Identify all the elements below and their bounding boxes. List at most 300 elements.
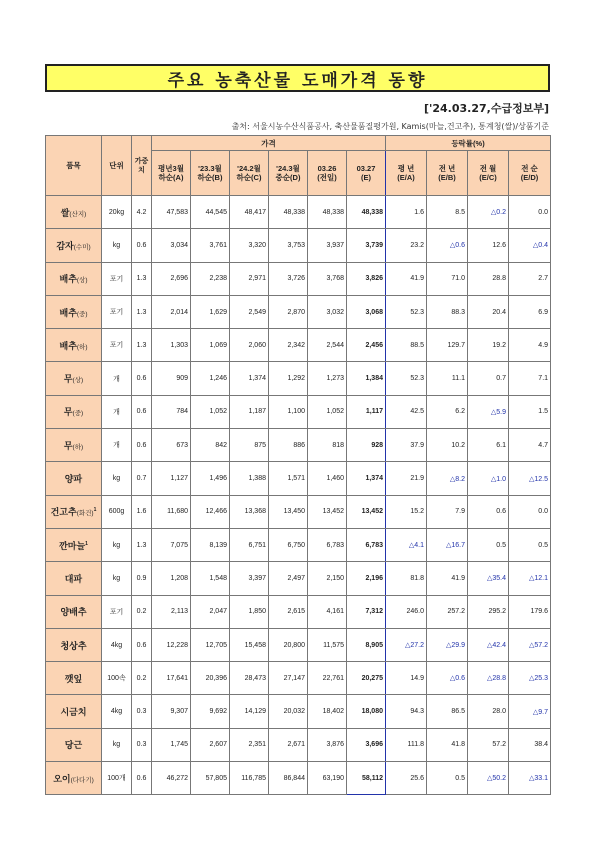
- price-cell: 9,307: [152, 695, 191, 728]
- header-line1: '24.3월: [276, 164, 300, 173]
- table-row: [46, 196, 551, 229]
- header-price-col: [269, 151, 308, 196]
- rate-cell: 23.2: [386, 229, 427, 262]
- price-cell: 875: [230, 429, 269, 462]
- rate-cell: △4.1: [386, 528, 427, 561]
- weight-cell: 1.3: [132, 295, 152, 328]
- rate-cell: 71.0: [427, 262, 468, 295]
- rate-cell: 28.8: [468, 262, 509, 295]
- item-name: 건고추: [50, 507, 77, 518]
- rate-cell: △0.6: [427, 229, 468, 262]
- table-row: [46, 329, 551, 362]
- price-cell: 1,745: [152, 728, 191, 761]
- rate-cell: 0.6: [468, 495, 509, 528]
- price-cell: 57,805: [191, 762, 230, 795]
- item-name: 청상추: [60, 640, 87, 651]
- rate-cell: 86.5: [427, 695, 468, 728]
- price-cell: 1,496: [191, 462, 230, 495]
- table-row: [46, 462, 551, 495]
- item-name-cell: [46, 562, 102, 595]
- current-price-cell: 928: [347, 429, 386, 462]
- rate-cell: 52.3: [386, 295, 427, 328]
- header-line1: 03.26: [317, 164, 337, 173]
- item-name: 무: [63, 440, 73, 451]
- price-cell: 3,876: [308, 728, 347, 761]
- rate-cell: 37.9: [386, 429, 427, 462]
- price-cell: 2,238: [191, 262, 230, 295]
- item-grade: (하): [76, 343, 88, 351]
- header-weight: 가중치: [132, 136, 152, 196]
- price-cell: 2,014: [152, 295, 191, 328]
- unit-cell: 포기: [102, 295, 132, 328]
- price-cell: 1,100: [269, 395, 308, 428]
- header-line2: 하순(A): [158, 173, 184, 182]
- rate-cell: 25.6: [386, 762, 427, 795]
- table-row: [46, 628, 551, 661]
- weight-cell: 0.6: [132, 229, 152, 262]
- price-cell: 20,032: [269, 695, 308, 728]
- price-cell: 3,032: [308, 295, 347, 328]
- current-price-cell: 1,117: [347, 395, 386, 428]
- price-cell: 8,139: [191, 528, 230, 561]
- header-price-col: [191, 151, 230, 196]
- item-grade: (상): [72, 377, 84, 385]
- rate-cell: 0.5: [468, 528, 509, 561]
- price-cell: 2,047: [191, 595, 230, 628]
- rate-cell: 257.2: [427, 595, 468, 628]
- table-header: [46, 136, 551, 196]
- header-rate-col: [468, 151, 509, 196]
- header-line2: 중순(D): [275, 173, 301, 182]
- item-name: 깻잎: [64, 673, 83, 684]
- weight-cell: 0.6: [132, 395, 152, 428]
- header-line1: 전 순: [521, 164, 538, 173]
- rate-cell: 10.2: [427, 429, 468, 462]
- current-price-cell: 7,312: [347, 595, 386, 628]
- table-row: [46, 362, 551, 395]
- current-price-cell: 58,112: [347, 762, 386, 795]
- price-cell: 909: [152, 362, 191, 395]
- price-cell: 20,396: [191, 662, 230, 695]
- rate-cell: 0.5: [509, 528, 551, 561]
- price-cell: 86,844: [269, 762, 308, 795]
- price-cell: 6,751: [230, 528, 269, 561]
- price-cell: 1,388: [230, 462, 269, 495]
- item-name: 감자: [56, 240, 74, 251]
- rate-cell: 0.0: [509, 495, 551, 528]
- rate-cell: △0.4: [509, 229, 551, 262]
- price-cell: 842: [191, 429, 230, 462]
- unit-cell: 100개: [102, 762, 132, 795]
- current-price-cell: 18,080: [347, 695, 386, 728]
- weight-cell: 0.6: [132, 628, 152, 661]
- rate-cell: 6.1: [468, 429, 509, 462]
- price-cell: 48,338: [308, 196, 347, 229]
- item-grade: (다다기): [70, 776, 94, 784]
- table-row: [46, 595, 551, 628]
- rate-cell: 7.1: [509, 362, 551, 395]
- item-name-cell: [46, 528, 102, 561]
- price-cell: 1,374: [230, 362, 269, 395]
- footnote-mark: 1: [93, 507, 97, 514]
- price-cell: 2,497: [269, 562, 308, 595]
- price-cell: 9,692: [191, 695, 230, 728]
- price-cell: 22,761: [308, 662, 347, 695]
- weight-cell: 1.3: [132, 528, 152, 561]
- weight-cell: 0.6: [132, 429, 152, 462]
- price-cell: 13,368: [230, 495, 269, 528]
- price-cell: 13,450: [269, 495, 308, 528]
- price-cell: 2,549: [230, 295, 269, 328]
- current-price-cell: 13,452: [347, 495, 386, 528]
- item-name: 배추: [59, 274, 77, 285]
- page-title: 주요 농축산물 도매가격 동향: [45, 64, 550, 92]
- unit-cell: kg: [102, 562, 132, 595]
- header-line2: (E/B): [438, 173, 456, 182]
- item-name-cell: [46, 595, 102, 628]
- rate-cell: 4.7: [509, 429, 551, 462]
- price-cell: 2,615: [269, 595, 308, 628]
- current-price-cell: 48,338: [347, 196, 386, 229]
- rate-cell: △57.2: [509, 628, 551, 661]
- item-name-cell: [46, 695, 102, 728]
- header-line2: (전일): [317, 173, 337, 182]
- rate-cell: 41.9: [386, 262, 427, 295]
- price-cell: 4,161: [308, 595, 347, 628]
- price-cell: 2,342: [269, 329, 308, 362]
- header-price-col: [347, 151, 386, 196]
- rate-cell: 88.5: [386, 329, 427, 362]
- current-price-cell: 3,739: [347, 229, 386, 262]
- rate-cell: 15.2: [386, 495, 427, 528]
- price-cell: 3,761: [191, 229, 230, 262]
- item-name: 양파: [64, 474, 83, 485]
- price-cell: 2,671: [269, 728, 308, 761]
- price-cell: 2,150: [308, 562, 347, 595]
- rate-cell: 28.0: [468, 695, 509, 728]
- table-body: [46, 196, 551, 795]
- header-item: 품목: [46, 136, 102, 196]
- rate-cell: △35.4: [468, 562, 509, 595]
- item-name: 당근: [64, 740, 83, 751]
- current-price-cell: 3,696: [347, 728, 386, 761]
- header-rate-col: [386, 151, 427, 196]
- price-cell: 1,187: [230, 395, 269, 428]
- header-unit: 단위: [102, 136, 132, 196]
- item-name: 깐마늘: [59, 540, 86, 551]
- weight-cell: 0.6: [132, 362, 152, 395]
- rate-cell: △50.2: [468, 762, 509, 795]
- rate-cell: 0.0: [509, 196, 551, 229]
- rate-cell: △0.6: [427, 662, 468, 695]
- price-cell: 3,397: [230, 562, 269, 595]
- report-date: ['24.03.27,수급정보부]: [423, 102, 549, 115]
- current-price-cell: 20,275: [347, 662, 386, 695]
- item-name: 시금치: [60, 707, 87, 718]
- price-cell: 1,127: [152, 462, 191, 495]
- header-line1: '24.2월: [237, 164, 261, 173]
- item-name-cell: [46, 762, 102, 795]
- rate-cell: 52.3: [386, 362, 427, 395]
- item-grade: (중): [76, 310, 88, 318]
- rate-cell: 57.2: [468, 728, 509, 761]
- price-cell: 6,783: [308, 528, 347, 561]
- header-price-col: [308, 151, 347, 196]
- price-cell: 3,320: [230, 229, 269, 262]
- weight-cell: 0.2: [132, 595, 152, 628]
- unit-cell: 개: [102, 362, 132, 395]
- rate-cell: △29.9: [427, 628, 468, 661]
- price-cell: 12,228: [152, 628, 191, 661]
- rate-cell: △25.3: [509, 662, 551, 695]
- table-row: [46, 562, 551, 595]
- item-name: 배추: [59, 307, 77, 318]
- price-cell: 1,246: [191, 362, 230, 395]
- price-cell: 12,466: [191, 495, 230, 528]
- header-line2: (E/A): [397, 173, 415, 182]
- price-cell: 1,571: [269, 462, 308, 495]
- price-cell: 15,458: [230, 628, 269, 661]
- item-name-cell: [46, 262, 102, 295]
- unit-cell: 포기: [102, 329, 132, 362]
- rate-cell: △12.5: [509, 462, 551, 495]
- unit-cell: 4kg: [102, 628, 132, 661]
- item-name: 대파: [64, 573, 83, 584]
- rate-cell: 111.8: [386, 728, 427, 761]
- current-price-cell: 2,196: [347, 562, 386, 595]
- unit-cell: 600g: [102, 495, 132, 528]
- rate-cell: 81.8: [386, 562, 427, 595]
- rate-cell: 21.9: [386, 462, 427, 495]
- rate-cell: 12.6: [468, 229, 509, 262]
- price-cell: 818: [308, 429, 347, 462]
- item-name-cell: [46, 495, 102, 528]
- rate-cell: △16.7: [427, 528, 468, 561]
- price-cell: 784: [152, 395, 191, 428]
- price-cell: 2,351: [230, 728, 269, 761]
- unit-cell: 개: [102, 429, 132, 462]
- price-cell: 20,800: [269, 628, 308, 661]
- price-cell: 3,768: [308, 262, 347, 295]
- rate-cell: 1.6: [386, 196, 427, 229]
- unit-cell: 20kg: [102, 196, 132, 229]
- current-price-cell: 1,384: [347, 362, 386, 395]
- weight-cell: 4.2: [132, 196, 152, 229]
- table-row: [46, 662, 551, 695]
- header-line2: (E): [361, 173, 371, 182]
- item-grade: (산지): [69, 210, 87, 218]
- item-name-cell: [46, 395, 102, 428]
- table-row: [46, 695, 551, 728]
- header-line2: 하순(B): [197, 173, 223, 182]
- table-row: [46, 429, 551, 462]
- price-cell: 12,705: [191, 628, 230, 661]
- header-price-col: [152, 151, 191, 196]
- price-cell: 116,785: [230, 762, 269, 795]
- item-name: 배추: [59, 340, 77, 351]
- price-cell: 673: [152, 429, 191, 462]
- price-cell: 1,208: [152, 562, 191, 595]
- header-line1: 전 년: [438, 164, 456, 173]
- rate-cell: 1.5: [509, 395, 551, 428]
- header-price-group: 가격: [152, 136, 386, 151]
- rate-cell: 7.9: [427, 495, 468, 528]
- rate-cell: 94.3: [386, 695, 427, 728]
- rate-cell: 179.6: [509, 595, 551, 628]
- price-cell: 63,190: [308, 762, 347, 795]
- weight-cell: 1.3: [132, 329, 152, 362]
- rate-cell: 0.7: [468, 362, 509, 395]
- price-table: [45, 135, 551, 795]
- unit-cell: 개: [102, 395, 132, 428]
- unit-cell: kg: [102, 229, 132, 262]
- item-name-cell: [46, 329, 102, 362]
- rate-cell: △28.8: [468, 662, 509, 695]
- price-cell: 1,460: [308, 462, 347, 495]
- header-line2: (E/C): [479, 173, 497, 182]
- rate-cell: 38.4: [509, 728, 551, 761]
- unit-cell: 100속: [102, 662, 132, 695]
- price-cell: 2,607: [191, 728, 230, 761]
- unit-cell: kg: [102, 728, 132, 761]
- header-line1: 평 년: [397, 164, 415, 173]
- item-name-cell: [46, 196, 102, 229]
- price-cell: 1,273: [308, 362, 347, 395]
- table-row: [46, 495, 551, 528]
- current-price-cell: 6,783: [347, 528, 386, 561]
- price-cell: 3,034: [152, 229, 191, 262]
- rate-cell: △42.4: [468, 628, 509, 661]
- weight-cell: 1.3: [132, 262, 152, 295]
- item-name-cell: [46, 429, 102, 462]
- rate-cell: 14.9: [386, 662, 427, 695]
- header-rate-col: [427, 151, 468, 196]
- price-cell: 46,272: [152, 762, 191, 795]
- unit-cell: kg: [102, 528, 132, 561]
- unit-cell: 4kg: [102, 695, 132, 728]
- rate-cell: 8.5: [427, 196, 468, 229]
- item-name-cell: [46, 362, 102, 395]
- rate-cell: 88.3: [427, 295, 468, 328]
- rate-cell: △12.1: [509, 562, 551, 595]
- weight-cell: 1.6: [132, 495, 152, 528]
- price-cell: 886: [269, 429, 308, 462]
- rate-cell: 19.2: [468, 329, 509, 362]
- price-cell: 48,417: [230, 196, 269, 229]
- footnote-mark: 1: [85, 540, 88, 547]
- table-row: [46, 762, 551, 795]
- item-name: 오이: [53, 773, 71, 784]
- header-price-col: [230, 151, 269, 196]
- price-cell: 47,583: [152, 196, 191, 229]
- price-cell: 2,060: [230, 329, 269, 362]
- rate-cell: 2.7: [509, 262, 551, 295]
- item-name: 무: [63, 407, 73, 418]
- header-line1: 03.27: [356, 164, 376, 173]
- price-cell: 2,870: [269, 295, 308, 328]
- unit-cell: kg: [102, 462, 132, 495]
- rate-cell: △27.2: [386, 628, 427, 661]
- item-name-cell: [46, 295, 102, 328]
- item-name-cell: [46, 628, 102, 661]
- item-grade: (수미): [73, 243, 91, 251]
- price-cell: 3,726: [269, 262, 308, 295]
- price-cell: 3,937: [308, 229, 347, 262]
- item-name-cell: [46, 229, 102, 262]
- header-rate-col: [509, 151, 551, 196]
- price-cell: 17,641: [152, 662, 191, 695]
- current-price-cell: 3,068: [347, 295, 386, 328]
- weight-cell: 0.2: [132, 662, 152, 695]
- unit-cell: 포기: [102, 595, 132, 628]
- price-cell: 7,075: [152, 528, 191, 561]
- weight-cell: 0.3: [132, 695, 152, 728]
- price-cell: 1,052: [308, 395, 347, 428]
- table-row: [46, 295, 551, 328]
- rate-cell: 129.7: [427, 329, 468, 362]
- item-grade: (상): [76, 277, 88, 285]
- price-cell: 3,753: [269, 229, 308, 262]
- item-name-cell: [46, 728, 102, 761]
- rate-cell: 6.2: [427, 395, 468, 428]
- table-row: [46, 728, 551, 761]
- rate-cell: 6.9: [509, 295, 551, 328]
- rate-cell: 4.9: [509, 329, 551, 362]
- rate-cell: 0.5: [427, 762, 468, 795]
- item-grade: (화건): [76, 510, 94, 518]
- table-row: [46, 229, 551, 262]
- price-cell: 11,575: [308, 628, 347, 661]
- rate-cell: 295.2: [468, 595, 509, 628]
- price-cell: 6,750: [269, 528, 308, 561]
- rate-cell: △9.7: [509, 695, 551, 728]
- current-price-cell: 8,905: [347, 628, 386, 661]
- item-grade: (하): [72, 443, 84, 451]
- table-row: [46, 395, 551, 428]
- price-cell: 2,113: [152, 595, 191, 628]
- current-price-cell: 3,826: [347, 262, 386, 295]
- table-row: [46, 262, 551, 295]
- rate-cell: 41.8: [427, 728, 468, 761]
- price-cell: 2,971: [230, 262, 269, 295]
- rate-cell: 20.4: [468, 295, 509, 328]
- item-name: 무: [63, 374, 73, 385]
- price-cell: 48,338: [269, 196, 308, 229]
- price-cell: 28,473: [230, 662, 269, 695]
- rate-cell: 42.5: [386, 395, 427, 428]
- item-name-cell: [46, 462, 102, 495]
- weight-cell: 0.3: [132, 728, 152, 761]
- price-cell: 1,292: [269, 362, 308, 395]
- header-rate-group: 등락률(%): [386, 136, 551, 151]
- unit-cell: 포기: [102, 262, 132, 295]
- weight-cell: 0.6: [132, 762, 152, 795]
- table-row: [46, 528, 551, 561]
- weight-cell: 0.9: [132, 562, 152, 595]
- price-cell: 1,052: [191, 395, 230, 428]
- rate-cell: △0.2: [468, 196, 509, 229]
- price-cell: 27,147: [269, 662, 308, 695]
- header-line1: 평년3월: [158, 164, 184, 173]
- rate-cell: △8.2: [427, 462, 468, 495]
- rate-cell: △33.1: [509, 762, 551, 795]
- price-cell: 18,402: [308, 695, 347, 728]
- current-price-cell: 1,374: [347, 462, 386, 495]
- current-price-cell: 2,456: [347, 329, 386, 362]
- rate-cell: 246.0: [386, 595, 427, 628]
- item-name: 양배추: [60, 607, 87, 618]
- item-name-cell: [46, 662, 102, 695]
